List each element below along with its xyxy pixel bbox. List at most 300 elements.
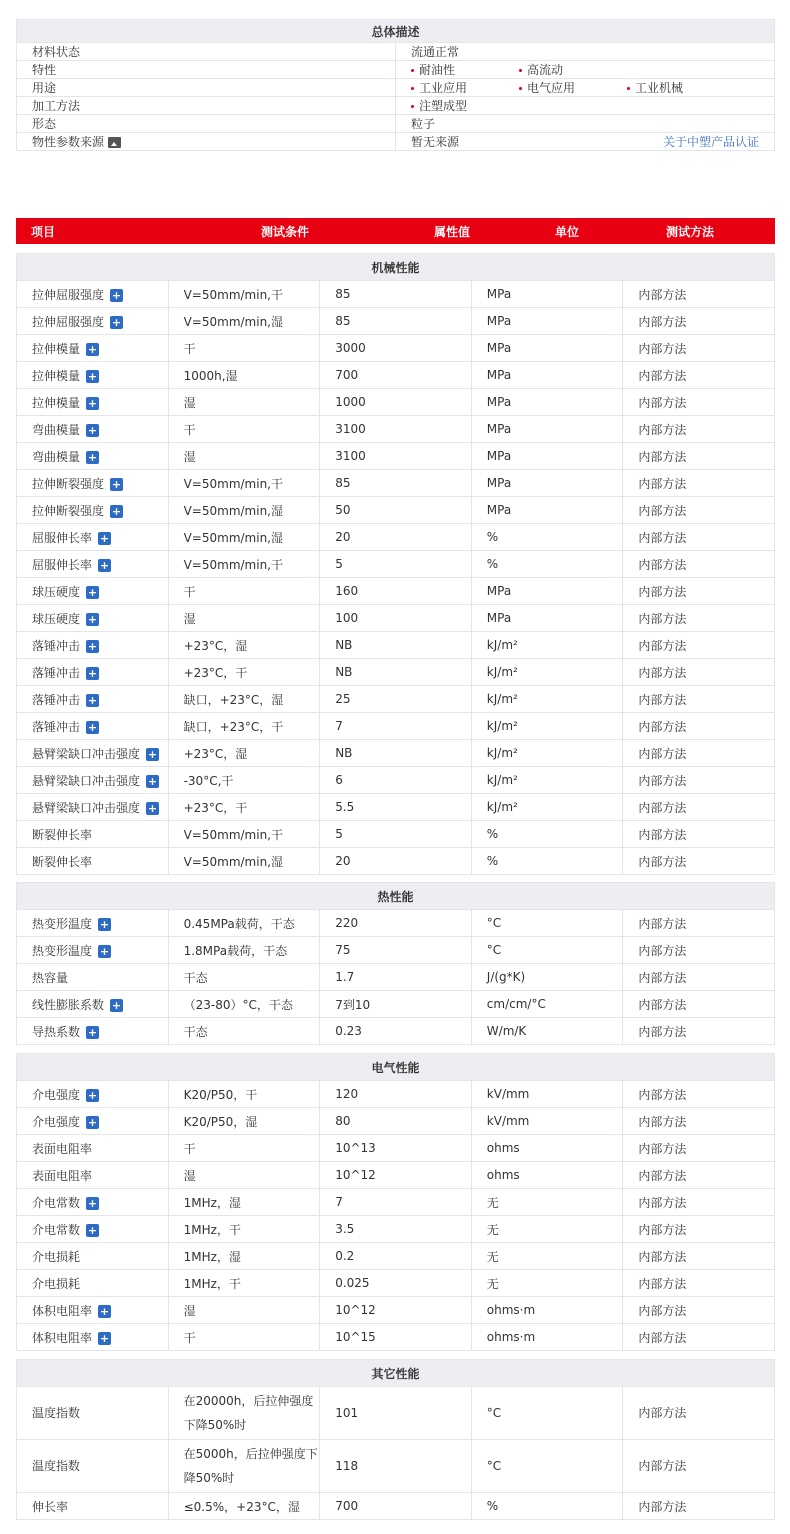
section-title: 其它性能: [17, 1360, 775, 1387]
test-method: 内部方法: [623, 713, 775, 740]
property-name-cell: [17, 281, 169, 308]
property-name-cell: [17, 1270, 169, 1297]
property-value: 220: [320, 910, 472, 937]
add-compare-icon[interactable]: +: [87, 369, 98, 383]
property-value: 20: [320, 524, 472, 551]
electrical-section: [16, 1053, 775, 1351]
general-key: 用途: [17, 79, 396, 97]
property-name-cell: [17, 605, 169, 632]
property-name: 表面电阻率: [32, 1141, 93, 1156]
property-row: [17, 551, 775, 578]
property-value: 85: [320, 308, 472, 335]
header-unit: 单位: [555, 225, 580, 239]
test-condition: 1.8MPa载荷，干态: [168, 937, 320, 964]
add-compare-icon[interactable]: +: [87, 423, 98, 437]
property-name-cell: [17, 1189, 169, 1216]
property-name: 屈服伸长率: [32, 530, 93, 545]
property-value: 3000: [320, 335, 472, 362]
property-name: 拉伸断裂强度: [32, 503, 105, 518]
property-unit: kJ/m²: [471, 767, 623, 794]
header-value: 属性值: [434, 225, 471, 239]
property-unit: %: [471, 551, 623, 578]
property-row: [17, 1387, 775, 1440]
add-compare-icon[interactable]: +: [99, 531, 110, 545]
property-row: [17, 1216, 775, 1243]
mechanical-section: [16, 253, 775, 875]
property-name: 温度指数: [32, 1406, 81, 1420]
property-value: 700: [320, 362, 472, 389]
general-value: 流通正常: [396, 43, 775, 61]
property-row: [17, 794, 775, 821]
add-compare-icon[interactable]: +: [111, 315, 122, 329]
property-unit: °C: [471, 1440, 623, 1493]
test-condition: 1MHz，干: [168, 1270, 320, 1297]
property-name-cell: [17, 821, 169, 848]
test-method: 内部方法: [623, 686, 775, 713]
mechanical-table: [16, 253, 775, 875]
property-name-cell: [17, 1108, 169, 1135]
property-value: 7: [320, 713, 472, 740]
property-unit: MPa: [471, 308, 623, 335]
property-name: 悬臂梁缺口冲击强度: [32, 773, 141, 788]
property-name-cell: [17, 848, 169, 875]
test-condition: +23°C，干: [168, 794, 320, 821]
property-value: 160: [320, 578, 472, 605]
general-title: 总体描述: [17, 20, 775, 43]
section-title: 机械性能: [17, 254, 775, 281]
add-compare-icon[interactable]: +: [87, 450, 98, 464]
test-condition: ≤0.5%，+23°C，湿: [168, 1493, 320, 1520]
property-name-cell: [17, 443, 169, 470]
test-condition: 湿: [168, 1297, 320, 1324]
property-row: [17, 524, 775, 551]
property-unit: kJ/m²: [471, 713, 623, 740]
property-value: 5: [320, 821, 472, 848]
add-compare-icon[interactable]: +: [111, 477, 122, 491]
other-section: [16, 1359, 775, 1520]
general-key: 形态: [17, 115, 396, 133]
general-tags: [396, 79, 775, 97]
property-unit: kJ/m²: [471, 740, 623, 767]
property-unit: %: [471, 848, 623, 875]
test-condition: V=50mm/min,湿: [168, 497, 320, 524]
general-section: [16, 19, 775, 151]
property-row: [17, 910, 775, 937]
property-unit: kJ/m²: [471, 794, 623, 821]
property-row: [17, 767, 775, 794]
test-method: 内部方法: [623, 1189, 775, 1216]
property-unit: MPa: [471, 362, 623, 389]
property-row: [17, 1135, 775, 1162]
property-unit: MPa: [471, 416, 623, 443]
property-unit: %: [471, 524, 623, 551]
property-row: [17, 1108, 775, 1135]
property-unit: MPa: [471, 470, 623, 497]
test-method: 内部方法: [623, 1324, 775, 1351]
test-method: 内部方法: [623, 308, 775, 335]
general-key-label: 物性参数来源: [32, 135, 105, 149]
test-condition: V=50mm/min,湿: [168, 524, 320, 551]
property-unit: cm/cm/°C: [471, 991, 623, 1018]
property-row: [17, 281, 775, 308]
property-name-cell: [17, 362, 169, 389]
test-method: 内部方法: [623, 1440, 775, 1493]
add-compare-icon[interactable]: +: [87, 666, 98, 680]
property-name: 弯曲模量: [32, 449, 81, 464]
property-unit: 无: [471, 1216, 623, 1243]
property-name: 拉伸屈服强度: [32, 314, 105, 329]
property-unit: kJ/m²: [471, 686, 623, 713]
test-method: 内部方法: [623, 551, 775, 578]
property-name: 拉伸屈服强度: [32, 287, 105, 302]
test-method: 内部方法: [623, 1243, 775, 1270]
test-condition: +23°C，湿: [168, 632, 320, 659]
property-value: 10^15: [320, 1324, 472, 1351]
property-unit: 无: [471, 1243, 623, 1270]
property-name: 悬臂梁缺口冲击强度: [32, 746, 141, 761]
property-name-cell: [17, 389, 169, 416]
property-row: [17, 1189, 775, 1216]
property-value: 20: [320, 848, 472, 875]
add-compare-icon[interactable]: +: [111, 288, 122, 302]
property-value: 5: [320, 551, 472, 578]
property-row: [17, 335, 775, 362]
test-method: 内部方法: [623, 362, 775, 389]
property-name: 热变形温度: [32, 943, 93, 958]
test-condition: V=50mm/min,干: [168, 551, 320, 578]
property-unit: °C: [471, 1387, 623, 1440]
property-row: [17, 991, 775, 1018]
property-unit: 无: [471, 1189, 623, 1216]
property-unit: MPa: [471, 281, 623, 308]
test-method: 内部方法: [623, 1216, 775, 1243]
electrical-table: [16, 1053, 775, 1351]
property-unit: °C: [471, 937, 623, 964]
property-name: 介电常数: [32, 1222, 81, 1237]
test-method: 内部方法: [623, 335, 775, 362]
thermal-table: [16, 882, 775, 1045]
general-key: 特性: [17, 61, 396, 79]
add-compare-icon[interactable]: +: [87, 1223, 98, 1237]
property-row: [17, 1243, 775, 1270]
add-compare-icon[interactable]: +: [87, 612, 98, 626]
property-name: 伸长率: [32, 1499, 69, 1514]
property-value: 1000: [320, 389, 472, 416]
test-method: 内部方法: [623, 1493, 775, 1520]
test-condition: 湿: [168, 605, 320, 632]
property-value: 85: [320, 470, 472, 497]
property-name-cell: [17, 1135, 169, 1162]
test-condition: 干态: [168, 964, 320, 991]
test-condition: 干态: [168, 1018, 320, 1045]
property-row: [17, 1297, 775, 1324]
test-method: 内部方法: [623, 1018, 775, 1045]
property-row: [17, 497, 775, 524]
add-compare-icon[interactable]: +: [99, 1331, 110, 1345]
property-value: 0.2: [320, 1243, 472, 1270]
test-method: 内部方法: [623, 578, 775, 605]
property-value: 75: [320, 937, 472, 964]
property-name: 体积电阻率: [32, 1303, 93, 1318]
test-condition: 0.45MPa载荷，干态: [168, 910, 320, 937]
property-row: [17, 937, 775, 964]
property-name-cell: [17, 1440, 169, 1493]
property-unit: 无: [471, 1270, 623, 1297]
property-name: 导热系数: [32, 1024, 81, 1039]
test-condition: 湿: [168, 1162, 320, 1189]
property-value: 700: [320, 1493, 472, 1520]
test-condition: 干: [168, 416, 320, 443]
test-method: 内部方法: [623, 1162, 775, 1189]
property-name: 表面电阻率: [32, 1168, 93, 1183]
test-method: 内部方法: [623, 632, 775, 659]
property-value: 3.5: [320, 1216, 472, 1243]
test-method: 内部方法: [623, 1081, 775, 1108]
tag-link[interactable]: 高流动: [519, 61, 563, 78]
add-compare-icon[interactable]: +: [99, 1304, 110, 1318]
add-compare-icon[interactable]: +: [87, 342, 98, 356]
property-value: 1.7: [320, 964, 472, 991]
property-unit: kJ/m²: [471, 659, 623, 686]
test-method: 内部方法: [623, 821, 775, 848]
test-method: 内部方法: [623, 1387, 775, 1440]
property-unit: MPa: [471, 497, 623, 524]
property-value: 120: [320, 1081, 472, 1108]
property-name: 拉伸模量: [32, 341, 81, 356]
property-unit: ohms: [471, 1162, 623, 1189]
property-row: [17, 308, 775, 335]
add-compare-icon[interactable]: +: [87, 1025, 98, 1039]
general-tags: [396, 97, 775, 115]
test-condition: K20/P50，干: [168, 1081, 320, 1108]
test-condition: 1MHz，干: [168, 1216, 320, 1243]
test-method: 内部方法: [623, 767, 775, 794]
general-value-cell: [396, 133, 775, 151]
test-condition: 1000h,湿: [168, 362, 320, 389]
test-condition: +23°C，湿: [168, 740, 320, 767]
test-method: 内部方法: [623, 524, 775, 551]
property-name: 线性膨胀系数: [32, 997, 105, 1012]
property-unit: %: [471, 821, 623, 848]
property-value: 118: [320, 1440, 472, 1493]
general-table: [16, 19, 775, 151]
property-name: 温度指数: [32, 1459, 81, 1473]
property-unit: kV/mm: [471, 1108, 623, 1135]
property-name: 介电强度: [32, 1114, 81, 1129]
test-condition: V=50mm/min,湿: [168, 848, 320, 875]
property-unit: MPa: [471, 578, 623, 605]
tag-link[interactable]: 注塑成型: [411, 97, 467, 114]
test-method: 内部方法: [623, 1135, 775, 1162]
general-value: 粒子: [396, 115, 775, 133]
add-compare-icon[interactable]: +: [147, 774, 158, 788]
image-icon[interactable]: [108, 137, 121, 148]
property-unit: MPa: [471, 605, 623, 632]
add-compare-icon[interactable]: +: [99, 944, 110, 958]
property-name-cell: [17, 686, 169, 713]
test-method: 内部方法: [623, 416, 775, 443]
add-compare-icon[interactable]: +: [111, 504, 122, 518]
property-row: [17, 605, 775, 632]
property-value: 25: [320, 686, 472, 713]
property-name-cell: [17, 659, 169, 686]
property-value: NB: [320, 632, 472, 659]
tag-link[interactable]: 电气应用: [519, 79, 627, 96]
property-name: 拉伸模量: [32, 395, 81, 410]
add-compare-icon[interactable]: +: [99, 558, 110, 572]
property-row: [17, 389, 775, 416]
property-row: [17, 416, 775, 443]
property-name-cell: [17, 1493, 169, 1520]
property-name: 热变形温度: [32, 916, 93, 931]
test-condition: -30°C,干: [168, 767, 320, 794]
property-row: [17, 632, 775, 659]
property-name: 热容量: [32, 970, 69, 985]
test-method: 内部方法: [623, 910, 775, 937]
property-name: 落锤冲击: [32, 719, 81, 734]
property-value: 5.5: [320, 794, 472, 821]
tag-link[interactable]: 工业应用: [411, 79, 519, 96]
property-row: [17, 443, 775, 470]
property-row: [17, 964, 775, 991]
add-compare-icon[interactable]: +: [87, 585, 98, 599]
property-row: [17, 1440, 775, 1493]
property-name-cell: [17, 524, 169, 551]
property-unit: J/(g*K): [471, 964, 623, 991]
property-value: NB: [320, 659, 472, 686]
add-compare-icon[interactable]: +: [87, 693, 98, 707]
test-condition: （23-80）°C，干态: [168, 991, 320, 1018]
test-condition: V=50mm/min,干: [168, 281, 320, 308]
test-method: 内部方法: [623, 794, 775, 821]
test-condition: 缺口，+23°C，干: [168, 713, 320, 740]
property-row: [17, 578, 775, 605]
property-unit: MPa: [471, 335, 623, 362]
property-row: [17, 1162, 775, 1189]
general-key: 材料状态: [17, 43, 396, 61]
property-name: 球压硬度: [32, 584, 81, 599]
test-condition: V=50mm/min,干: [168, 470, 320, 497]
add-compare-icon[interactable]: +: [99, 917, 110, 931]
property-value: 0.025: [320, 1270, 472, 1297]
test-method: 内部方法: [623, 848, 775, 875]
test-method: 内部方法: [623, 659, 775, 686]
property-name-cell: [17, 713, 169, 740]
add-compare-icon[interactable]: +: [147, 801, 158, 815]
add-compare-icon[interactable]: +: [87, 639, 98, 653]
property-value: 101: [320, 1387, 472, 1440]
tag-link[interactable]: 耐油性: [411, 61, 519, 78]
tag-link[interactable]: 工业机械: [627, 79, 683, 96]
property-row: [17, 1493, 775, 1520]
property-unit: W/m/K: [471, 1018, 623, 1045]
property-name: 悬臂梁缺口冲击强度: [32, 800, 141, 815]
property-name-cell: [17, 910, 169, 937]
property-name-cell: [17, 767, 169, 794]
property-name-cell: [17, 1243, 169, 1270]
section-title: 电气性能: [17, 1054, 775, 1081]
property-value: NB: [320, 740, 472, 767]
header-item: 项目: [31, 225, 56, 239]
test-method: 内部方法: [623, 740, 775, 767]
property-unit: ohms·m: [471, 1297, 623, 1324]
test-condition: 干: [168, 1324, 320, 1351]
property-row: [17, 713, 775, 740]
test-method: 内部方法: [623, 281, 775, 308]
property-name: 介电强度: [32, 1087, 81, 1102]
add-compare-icon[interactable]: +: [87, 720, 98, 734]
test-method: 内部方法: [623, 497, 775, 524]
property-unit: kJ/m²: [471, 632, 623, 659]
header-condition: 测试条件: [261, 225, 310, 239]
property-name: 拉伸模量: [32, 368, 81, 383]
add-compare-icon[interactable]: +: [111, 998, 122, 1012]
property-row: [17, 1018, 775, 1045]
test-method: 内部方法: [623, 991, 775, 1018]
test-method: 内部方法: [623, 1297, 775, 1324]
test-method: 内部方法: [623, 389, 775, 416]
property-name: 球压硬度: [32, 611, 81, 626]
test-condition: K20/P50，湿: [168, 1108, 320, 1135]
property-name-cell: [17, 1387, 169, 1440]
thermal-section: [16, 882, 775, 1045]
general-value: 暂无来源: [411, 135, 460, 149]
property-name: 屈服伸长率: [32, 557, 93, 572]
property-table-header: [16, 218, 775, 244]
add-compare-icon[interactable]: +: [87, 1115, 98, 1129]
property-value: 0.23: [320, 1018, 472, 1045]
property-row: [17, 659, 775, 686]
add-compare-icon[interactable]: +: [87, 1088, 98, 1102]
property-name: 断裂伸长率: [32, 827, 93, 842]
property-name-cell: [17, 1216, 169, 1243]
property-row: [17, 470, 775, 497]
property-name-cell: [17, 1297, 169, 1324]
certification-link[interactable]: 关于中塑产品认证: [662, 135, 759, 149]
header-method: 测试方法: [666, 225, 715, 239]
add-compare-icon[interactable]: +: [147, 747, 158, 761]
test-condition: 在20000h，后拉伸强度下降50%时: [168, 1387, 320, 1440]
test-condition: 湿: [168, 443, 320, 470]
test-method: 内部方法: [623, 1108, 775, 1135]
property-name: 落锤冲击: [32, 692, 81, 707]
test-condition: 缺口，+23°C，湿: [168, 686, 320, 713]
property-value: 85: [320, 281, 472, 308]
property-name-cell: [17, 1324, 169, 1351]
property-name: 介电损耗: [32, 1249, 81, 1264]
test-method: 内部方法: [623, 964, 775, 991]
property-unit: ohms: [471, 1135, 623, 1162]
test-condition: 干: [168, 1135, 320, 1162]
property-value: 7到10: [320, 991, 472, 1018]
property-name: 落锤冲击: [32, 665, 81, 680]
add-compare-icon[interactable]: +: [87, 1196, 98, 1210]
property-name-cell: [17, 416, 169, 443]
property-value: 7: [320, 1189, 472, 1216]
test-condition: V=50mm/min,干: [168, 821, 320, 848]
section-title: 热性能: [17, 883, 775, 910]
property-row: [17, 821, 775, 848]
property-name-cell: [17, 335, 169, 362]
add-compare-icon[interactable]: +: [87, 396, 98, 410]
test-condition: 干: [168, 578, 320, 605]
property-unit: ohms·m: [471, 1324, 623, 1351]
property-unit: °C: [471, 910, 623, 937]
property-name-cell: [17, 964, 169, 991]
property-value: 10^12: [320, 1162, 472, 1189]
property-unit: MPa: [471, 389, 623, 416]
property-row: [17, 1324, 775, 1351]
